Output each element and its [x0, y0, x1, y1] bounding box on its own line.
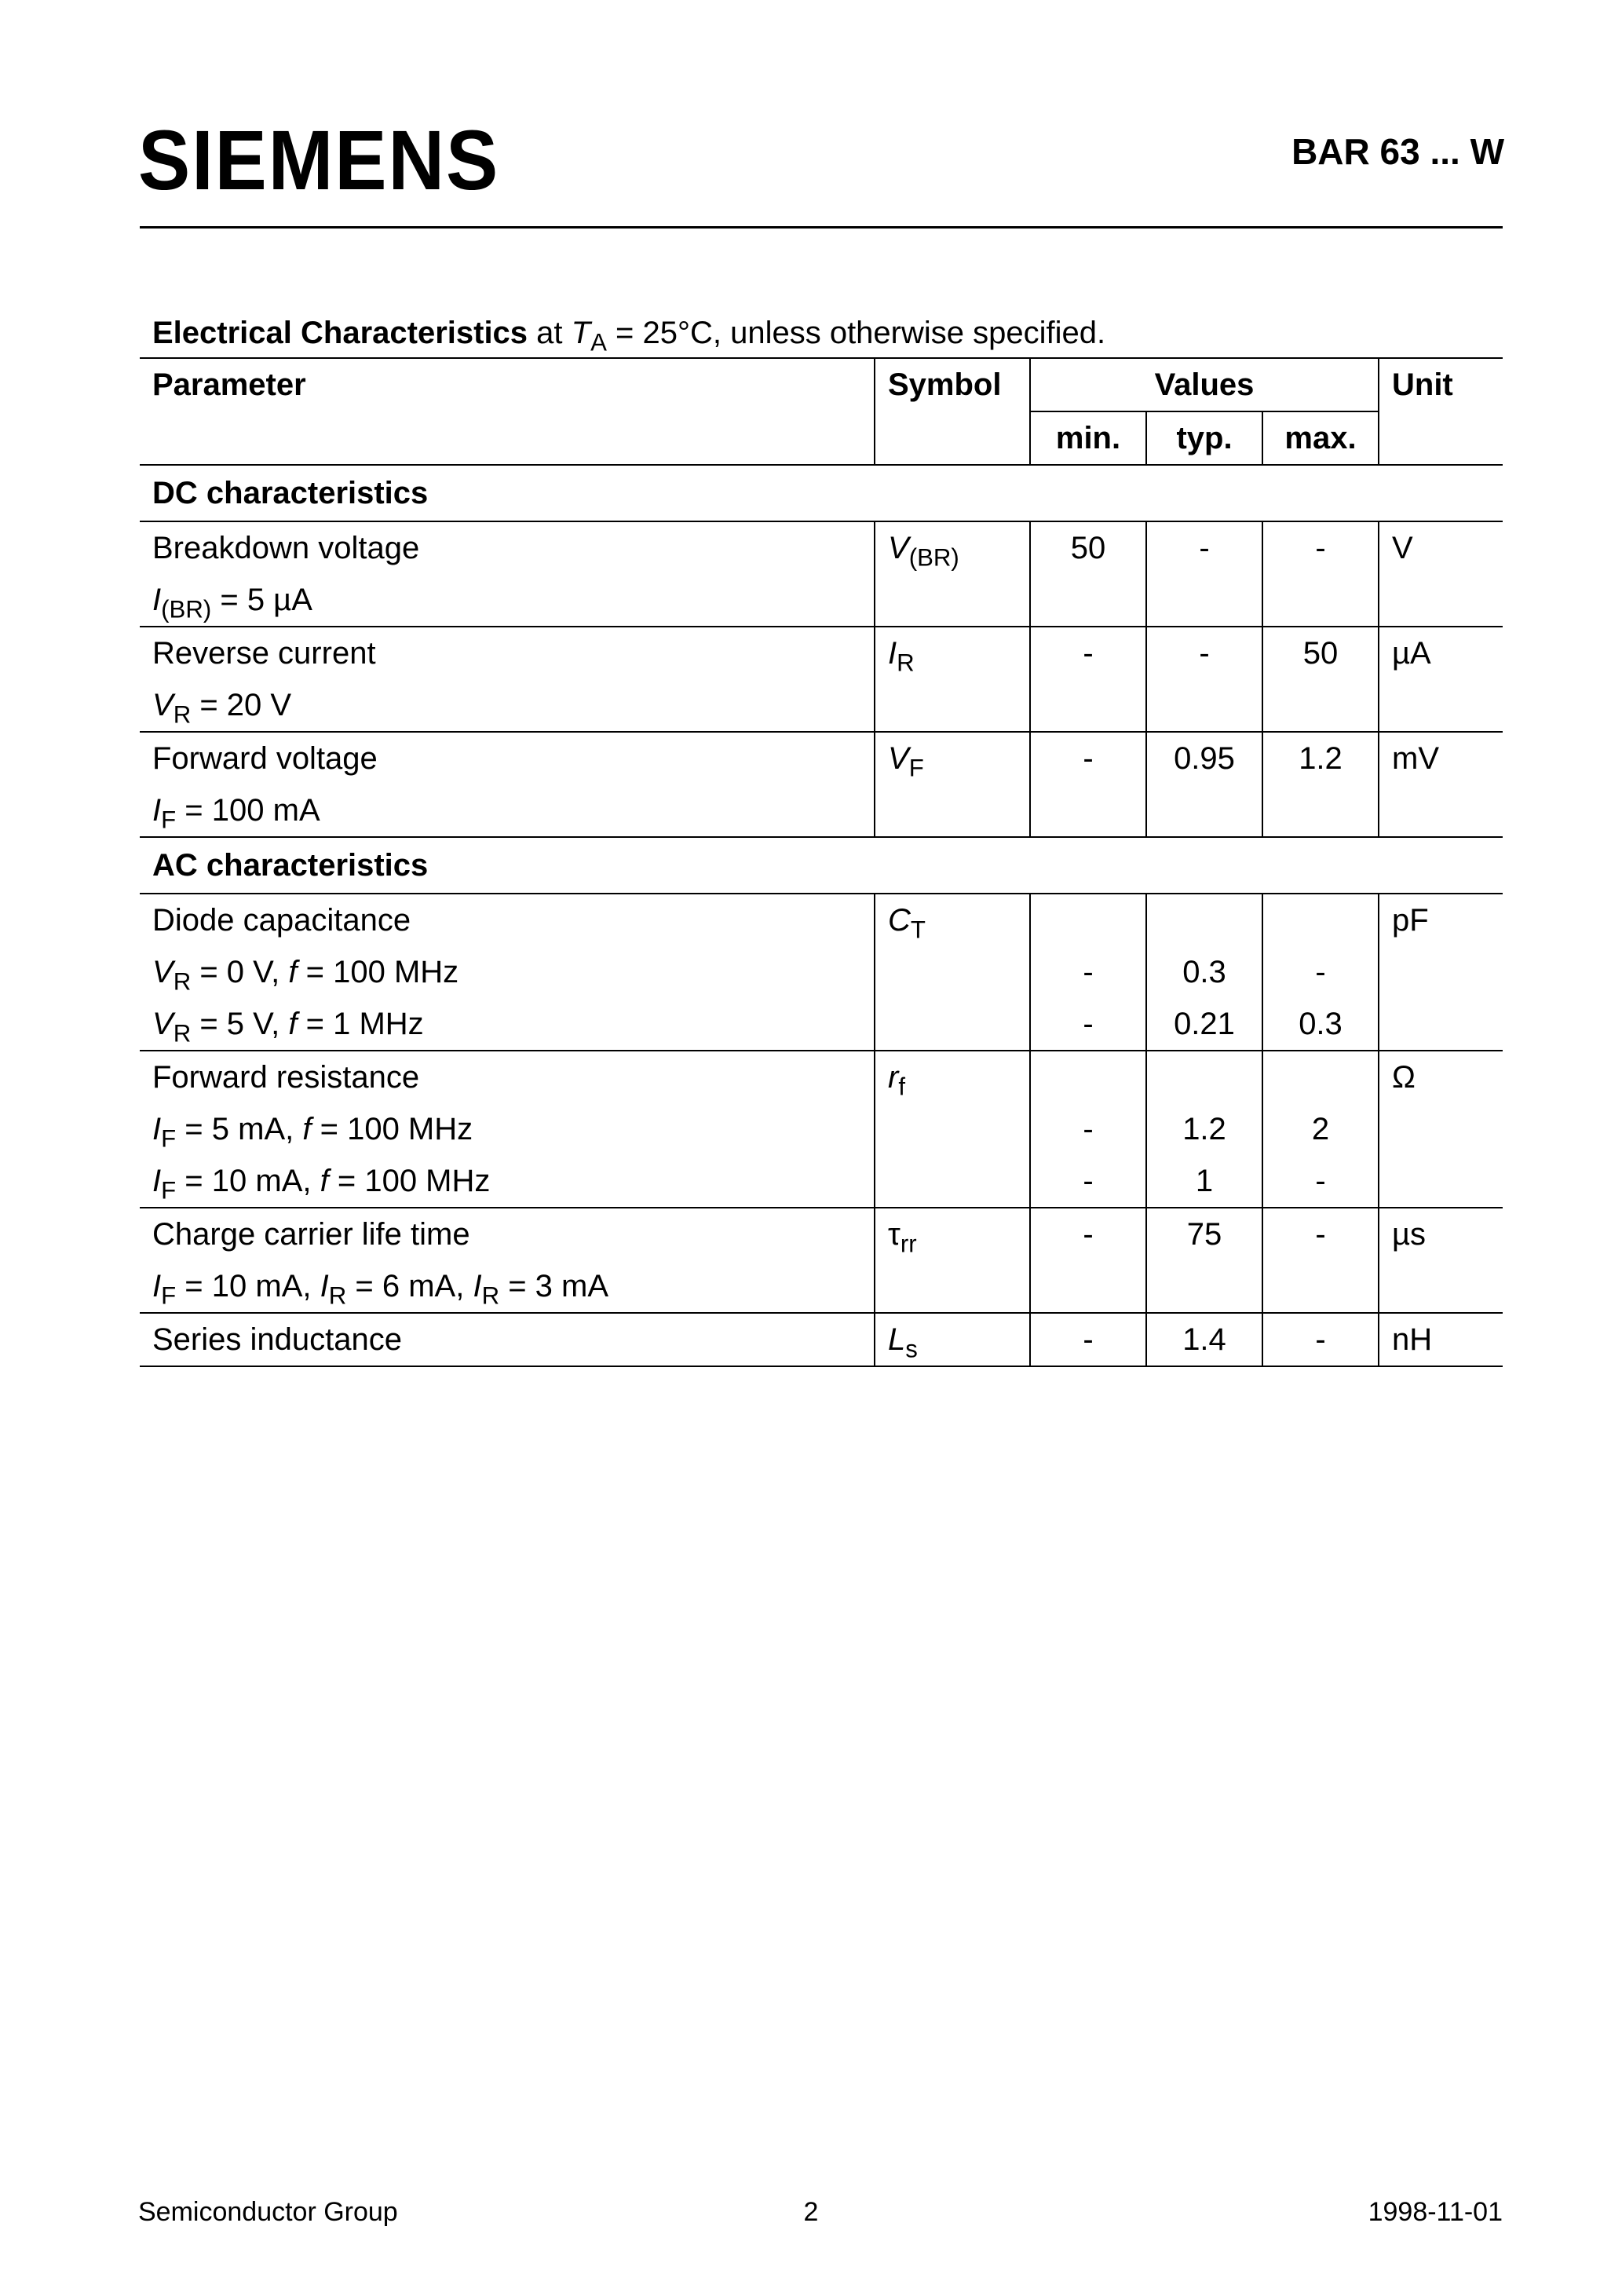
- value-max: 50: [1302, 636, 1339, 671]
- caption-temp-sub: A: [590, 328, 607, 356]
- param-name: Breakdown voltage: [152, 531, 420, 565]
- value-typ: -: [1199, 636, 1210, 671]
- value-max: 1.2: [1299, 741, 1343, 776]
- caption-rest: = 25°C, unless otherwise specified.: [606, 316, 1106, 350]
- param-condition: $I_F = 10$ mA, f = 100 MHz: [152, 1164, 491, 1205]
- header-min: min.: [1030, 411, 1146, 465]
- param-symbol: $\tau_{rr}$: [888, 1217, 917, 1258]
- table-caption: [152, 314, 1106, 356]
- header-parameter: Parameter: [140, 358, 875, 465]
- param-name: Reverse current: [152, 636, 376, 671]
- param-symbol: $C_T$: [888, 903, 926, 944]
- value-min: -: [1083, 636, 1094, 671]
- param-name: Series inductance: [152, 1322, 402, 1357]
- caption-title: Electrical Characteristics: [152, 316, 528, 350]
- siemens-logo: SIEMENS: [138, 112, 500, 207]
- value-typ: 0.21: [1174, 1007, 1235, 1041]
- param-condition: $I_F = 100$ mA: [152, 793, 320, 834]
- section-row-ac: [140, 837, 1503, 894]
- value-max: 0.3: [1299, 1007, 1343, 1041]
- table-row-breakdown-voltage: [140, 521, 1503, 627]
- table-row-forward-resistance: [140, 1051, 1503, 1208]
- header-symbol: Symbol: [875, 358, 1030, 465]
- electrical-characteristics-table: [140, 357, 1503, 1367]
- value-typ: 0.3: [1182, 955, 1226, 989]
- value-min: -: [1083, 1112, 1094, 1146]
- header-row: [140, 358, 1503, 411]
- value-min: 50: [1070, 531, 1106, 565]
- value-min: -: [1083, 1217, 1094, 1252]
- document-id: BAR 63 ... W: [1291, 131, 1504, 172]
- value-max: 2: [1311, 1112, 1330, 1146]
- footer-group: Semiconductor Group: [138, 2197, 398, 2227]
- param-condition: $I_F = 5$ mA, f = 100 MHz: [152, 1112, 473, 1153]
- value-unit: pF: [1392, 903, 1429, 938]
- value-max: -: [1315, 955, 1326, 989]
- value-max: -: [1315, 1164, 1326, 1198]
- value-typ: 75: [1186, 1217, 1222, 1252]
- value-unit: mV: [1392, 741, 1439, 776]
- value-max: -: [1315, 1217, 1326, 1252]
- table-row-charge-carrier-life-time: [140, 1208, 1503, 1313]
- caption-temp-symbol: T: [571, 316, 591, 350]
- value-min: -: [1083, 955, 1094, 989]
- caption-at: at: [528, 316, 572, 350]
- header-values: Values: [1030, 358, 1379, 411]
- value-unit: Ω: [1392, 1060, 1416, 1095]
- value-min: -: [1083, 1164, 1094, 1198]
- header-rule: [140, 226, 1503, 229]
- table-row-forward-voltage: [140, 732, 1503, 837]
- value-typ: 1.2: [1182, 1112, 1226, 1146]
- param-name: Diode capacitance: [152, 903, 411, 938]
- header-max: max.: [1262, 411, 1379, 465]
- value-max: -: [1315, 531, 1326, 565]
- param-name: Forward voltage: [152, 741, 378, 776]
- section-dc-title: DC characteristics: [140, 465, 1503, 521]
- param-condition: $V_R = 5$ V, f = 1 MHz: [152, 1007, 424, 1047]
- param-symbol: $I_R$: [888, 636, 915, 677]
- param-symbol: $L_s$: [888, 1322, 918, 1363]
- table-row-reverse-current: [140, 627, 1503, 732]
- param-condition: $V_R = 0$ V, f = 100 MHz: [152, 955, 459, 996]
- section-ac-title: AC characteristics: [140, 837, 1503, 894]
- param-name: Forward resistance: [152, 1060, 420, 1095]
- value-typ: -: [1199, 531, 1210, 565]
- param-condition: $V_R = 20$ V: [152, 688, 292, 729]
- section-row-dc: [140, 465, 1503, 521]
- value-unit: nH: [1392, 1322, 1433, 1357]
- table-row-series-inductance: [140, 1313, 1503, 1366]
- table-row-diode-capacitance: [140, 894, 1503, 1051]
- param-symbol: $V_{(BR)}$: [888, 531, 959, 572]
- value-min: -: [1083, 1007, 1094, 1041]
- value-typ: 1: [1195, 1164, 1214, 1198]
- value-min: -: [1083, 1322, 1094, 1357]
- param-name: Charge carrier life time: [152, 1217, 470, 1252]
- param-condition: $I_F = 10$ mA, $I_R = 6$ mA, $I_R = 3$ mA: [152, 1269, 609, 1310]
- value-typ: 1.4: [1182, 1322, 1226, 1357]
- value-min: -: [1083, 741, 1094, 776]
- footer-date: 1998-11-01: [1368, 2197, 1503, 2227]
- value-unit: µs: [1392, 1217, 1427, 1252]
- param-condition: $I_{(BR)} = 5$ µA: [152, 583, 312, 623]
- value-unit: µA: [1392, 636, 1431, 671]
- param-symbol: $r_f$: [888, 1060, 905, 1101]
- header-typ: typ.: [1146, 411, 1262, 465]
- value-unit: V: [1392, 531, 1413, 565]
- value-typ: 0.95: [1174, 741, 1235, 776]
- param-symbol: $V_F$: [888, 741, 924, 782]
- value-max: -: [1315, 1322, 1326, 1357]
- header-unit: Unit: [1379, 358, 1503, 465]
